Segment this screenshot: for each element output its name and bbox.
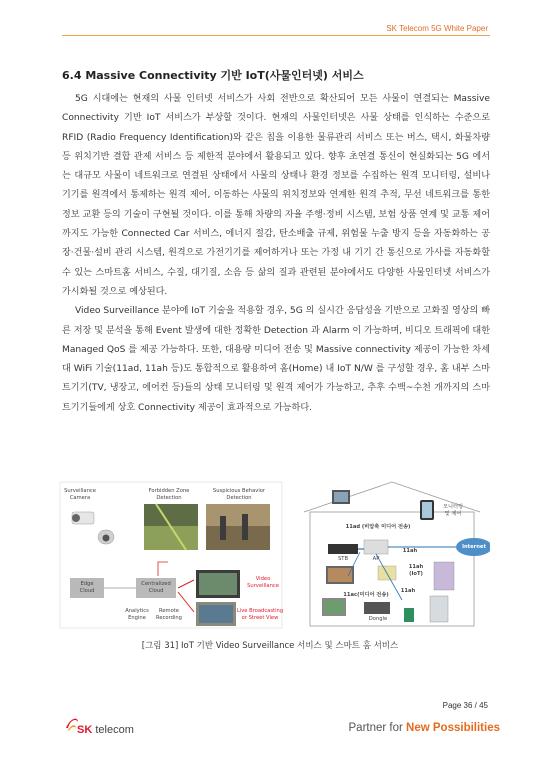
figure-31	[58, 480, 490, 630]
figure-caption: [그림 31] IoT 기반 Video Surveillance 서비스 및 스마트 홈 서비스	[141, 641, 399, 651]
paragraph-1: 5G 시대에는 현재의 사물 인터넷 서비스가 사회 전반으로 확산되어 모든 사물이 연결되는 Massive Connectivity 기반 IoT 서비스가 부상할 것이다. 현재의 사물인터넷은 사물 상태를 인식하는 수준으로 RFID (Radio Frequency Identification)와 같은 칩을 이용한 물류관리 서비스 또는 버스, 택시, 화물차량 등 위치기반 결합 관제 서비스 등 제한적 분야에서 활용되고 있다. 향후 초연결 통신이 현실화되는 5G 에서는 대규모 사물이 네트워크로 연결된 상태에서 사물의 상태나 환경 정보를 수집하는 원격 모니터링, 설비나 기기를 원격에서 통제하는 원격 제어, 이동하는 사물의 위치정보와 연계한 원격 추적, 무선 네트워크를 통한 정보 교환 등의 기술이 구현될 것이다. 이를 통해 차량의 자율 주행·정비 시스템, 보험 상품 연계 및 교통 제어까지도 가능한 Connected Car 서비스, 에너지 절감, 탄소배출 규제, 위험물 누출 방지 등을 자동화하는 공장·건물·설비 관리 시스템, 원격으로 가전기기를 제어하거나 또는 가정 내 기기 간 통신으로 가사를 자동화할 수 있는 스마트홈 서비스, 수질, 대기질, 소음 등 삶의 질과 관련된 분야에서도 다양한 사물인터넷 서비스가 가시화될 것으로 예상된다.	[62, 94, 490, 297]
page-number: Page 36 / 45	[442, 701, 488, 710]
monitoring-label: 모니터링 및 제어	[442, 504, 464, 517]
live-broadcasting-label: Live Broadcasting or Street View	[236, 608, 284, 621]
logo-telecom: telecom	[95, 724, 134, 736]
label-11ah-iot: 11ah (IoT)	[408, 564, 424, 577]
suspicious-behavior-label: Suspicious Behavior Detection	[212, 488, 266, 501]
label-11ad: 11ad (비압축 미디어 전송)	[345, 524, 411, 530]
body-text	[62, 90, 490, 418]
label-11ah-1: 11ah	[402, 548, 418, 554]
washer-icon	[434, 562, 454, 590]
logo-sk: SK	[77, 724, 93, 736]
dongle-device-icon	[364, 602, 390, 614]
section-title: 6.4 Massive Connectivity 기반 IoT(사물인터넷) 서비스	[62, 69, 364, 82]
stb-label: STB	[337, 556, 349, 562]
stb-icon	[328, 544, 358, 554]
centralized-cloud-label: Centralized Cloud	[141, 581, 171, 594]
sensor-icon	[404, 608, 414, 622]
label-11ac: 11ac(미디어 전송)	[343, 592, 389, 598]
forbidden-zone-label: Forbidden Zone Detection	[148, 488, 190, 501]
ap-icon	[364, 540, 388, 554]
header-divider	[62, 35, 490, 36]
slogan-highlight: New Possibilities	[406, 722, 500, 734]
slogan-prefix: Partner for	[348, 722, 407, 734]
left-panel-frame	[60, 482, 282, 628]
fridge-icon	[430, 596, 448, 622]
label-11ah-2: 11ah	[400, 588, 416, 594]
video-surveillance-label: Video Surveillance	[247, 576, 279, 589]
surveillance-camera-label: Surveillance Camera	[64, 488, 96, 501]
header-title: SK Telecom 5G White Paper	[386, 24, 488, 33]
analytics-engine-label: Analytics Engine	[125, 608, 149, 621]
internet-label: Internet	[462, 544, 486, 550]
edge-cloud-label: Edge Cloud	[79, 581, 95, 594]
footer-slogan	[349, 722, 500, 734]
dongle-label: Dongle	[368, 616, 388, 622]
ap-label: AP	[372, 556, 380, 562]
paragraph-2: Video Surveillance 분야에 IoT 기술을 적용할 경우, 5G 의 실시간 응답성을 기반으로 고화질 영상의 빠른 저장 및 분석을 통해 Event 발생에 대한 정확한 Detection 과 Alarm 이 가능하며, 비디오 트래픽에 대한 Managed QoS 를 제공 가능하다. 또한, 대용량 미디어 전송 및 Massive connectivity 제공이 가능한 차세대 WiFi 기술(11ad, 11ah 등)도 통합적으로 활용하여 홈(Home) 내 IoT N/W 를 구성할 경우, 홈 내부 스마트기기(TV, 냉장고, 에어컨 등)들의 상태 모니터링 및 원격 제어가 가능하고, 추후 수백~수천 개까지의 스마트기기들에게 상호 Connectivity 제공이 효과적으로 가능하다.	[62, 306, 490, 413]
remote-recording-label: Remote Recording	[156, 608, 182, 621]
logo-wordmark	[77, 724, 134, 736]
